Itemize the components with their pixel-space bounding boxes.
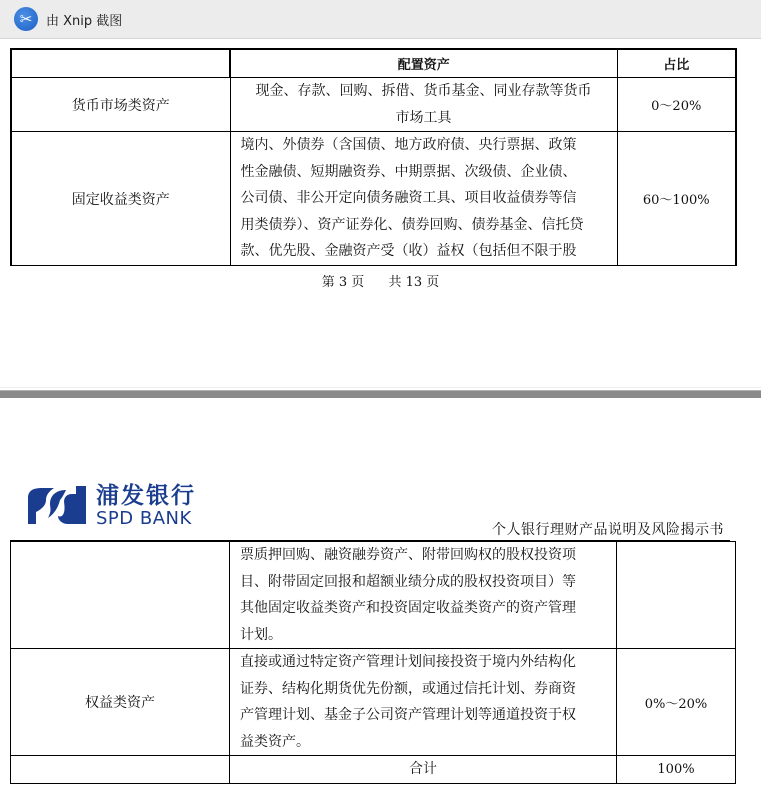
ratio-cell: 0%～20% bbox=[617, 649, 736, 756]
assets-line: 计划。 bbox=[240, 626, 282, 643]
table-row-total bbox=[11, 756, 736, 784]
header-empty bbox=[11, 49, 230, 78]
page-separator bbox=[0, 390, 761, 398]
table-row bbox=[11, 542, 736, 649]
xnip-scissors-icon[interactable]: ✂ bbox=[14, 7, 38, 31]
bank-name-en: SPD BANK bbox=[96, 508, 192, 529]
ratio-cell bbox=[617, 542, 736, 649]
category-cell: 权益类资产 bbox=[11, 649, 230, 756]
assets-line: 现金、存款、回购、拆借、货币基金、同业存款等货币 bbox=[255, 83, 592, 99]
spd-logo-mark-icon bbox=[24, 484, 90, 528]
assets-cell bbox=[230, 78, 617, 132]
category-cell: 货币市场类资产 bbox=[11, 78, 230, 132]
header-ratio: 占比 bbox=[617, 49, 736, 78]
logo-text bbox=[96, 483, 196, 529]
current-page: 第 3 页 bbox=[321, 275, 365, 290]
table-row bbox=[11, 649, 736, 756]
category-cell bbox=[11, 756, 230, 784]
assets-cell bbox=[230, 542, 617, 649]
header-allocated-assets: 配置资产 bbox=[230, 49, 617, 78]
ratio-cell: 0～20% bbox=[617, 78, 736, 132]
page-number-footer bbox=[0, 271, 761, 290]
assets-line: 用类债券）、资产证券化、债券回购、债券基金、信托贷 bbox=[240, 216, 584, 233]
assets-line: 市场工具 bbox=[395, 109, 452, 126]
document-header-title: 个人银行理财产品说明及风险揭示书 bbox=[492, 522, 724, 538]
total-ratio: 100% bbox=[617, 756, 736, 784]
assets-cell bbox=[230, 649, 617, 756]
ratio-cell: 60～100% bbox=[617, 132, 736, 266]
assets-line: 性金融债、短期融资券、中期票据、次级债、企业债、 bbox=[240, 163, 577, 180]
table-row bbox=[11, 132, 736, 266]
total-label: 合计 bbox=[230, 756, 617, 784]
total-pages: 共 13 页 bbox=[388, 275, 440, 290]
category-cell: 固定收益类资产 bbox=[11, 132, 230, 266]
assets-line: 其他固定收益类资产和投资固定收益类资产的资产管理 bbox=[240, 600, 576, 616]
asset-allocation-table-page-3 bbox=[10, 48, 737, 266]
page-gap bbox=[0, 387, 761, 388]
spd-bank-logo bbox=[24, 482, 204, 530]
assets-line: 公司债、非公开定向债务融资工具、项目收益债券等信 bbox=[240, 190, 577, 207]
bank-name-cn: 浦发银行 bbox=[96, 483, 196, 509]
assets-line: 款、优先股、金融资产受（收）益权（包括但不限于股 bbox=[240, 243, 577, 260]
asset-allocation-table-page-4 bbox=[10, 541, 736, 784]
assets-line: 产管理计划、基金子公司资产管理计划等通道投资于权 bbox=[240, 707, 576, 723]
assets-line: 票质押回购、融资融券资产、附带回购权的股权投资项 bbox=[240, 547, 576, 563]
assets-cell bbox=[230, 132, 617, 266]
table-header-row bbox=[11, 49, 736, 78]
assets-line: 目、附带固定回报和超额业绩分成的股权投资项目）等 bbox=[240, 573, 576, 590]
table-row bbox=[11, 78, 736, 132]
assets-line: 证券、结构化期货优先份额，或通过信托计划、券商资 bbox=[240, 680, 576, 697]
assets-line: 直接或通过特定资产管理计划间接投资于境内外结构化 bbox=[240, 654, 576, 670]
assets-line: 境内、外债券（含国债、地方政府债、央行票据、政策 bbox=[240, 137, 577, 154]
window-titlebar bbox=[0, 0, 761, 39]
window-title: 由 Xnip 截图 bbox=[46, 13, 123, 29]
category-cell bbox=[11, 542, 230, 649]
assets-line: 益类资产。 bbox=[240, 733, 310, 750]
